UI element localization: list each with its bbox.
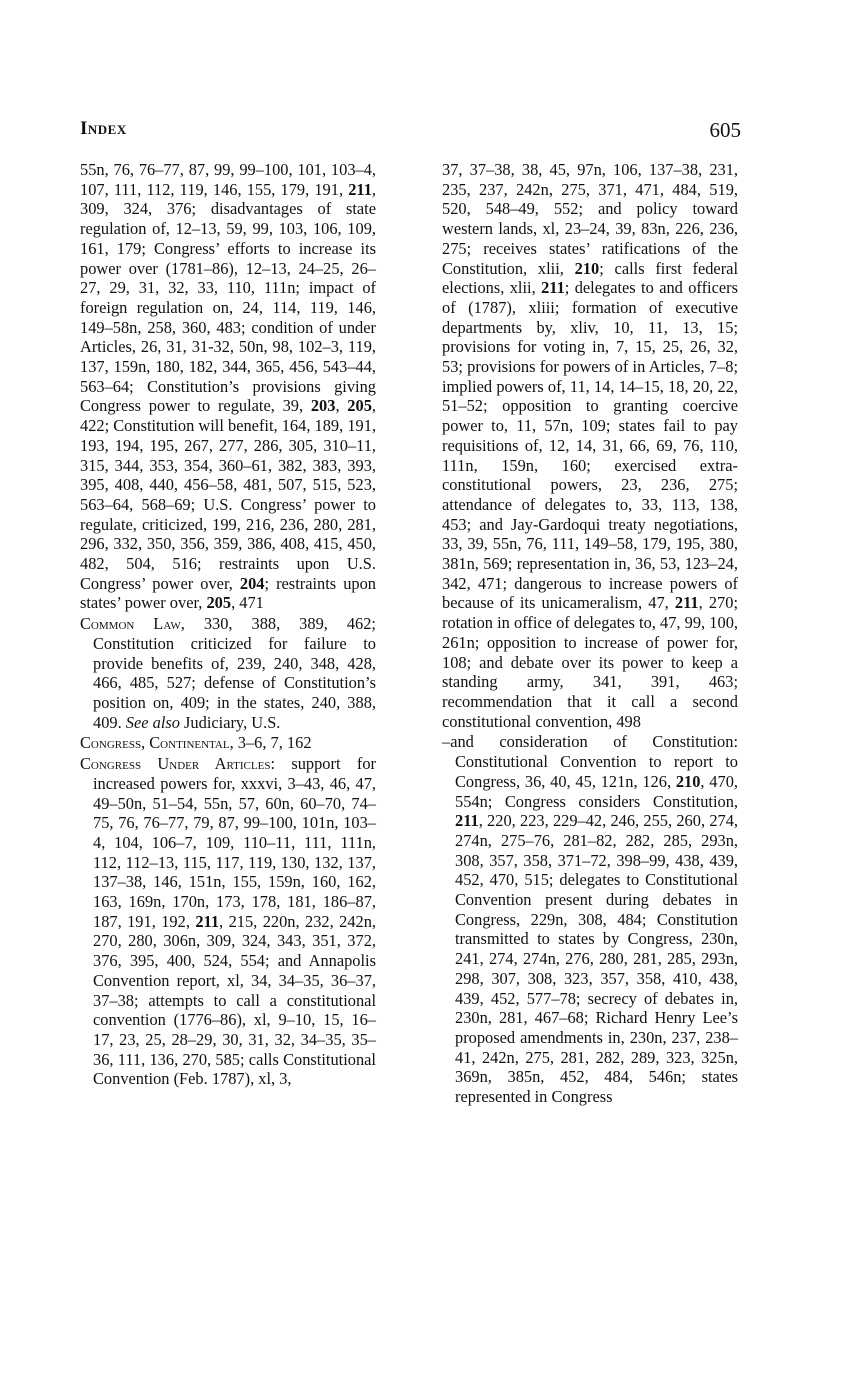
page-number: 605: [709, 118, 741, 142]
index-entry: Common Law, 330, 388, 389, 462; Constitution criticized for failure to provide benefits of, 239, 240, 348, 428, 466, 485, 527; defense of Constitution’s position on, 409; in the states, 240, 388, 409. See also Judiciary, U.S.: [80, 614, 376, 732]
running-head: Index: [80, 118, 127, 139]
index-column-right: [442, 160, 738, 1108]
index-entry: Congress Under Articles: support for increased powers for, xxxvi, 3–43, 46, 47, 49–50n, 51–54, 55n, 57, 60n, 60–70, 74–75, 76, 76–77, 79, 87, 99–100, 101n, 103–4, 104, 106–7, 109, 110–11, 111, 111n, 112, 112–13, 115, 117, 119, 130, 132, 137, 137–38, 146, 151n, 155, 159n, 160, 162, 163, 169n, 170n, 173, 178, 181, 186–87, 187, 191, 192, 211, 215, 220n, 232, 242n, 270, 280, 306n, 309, 324, 343, 351, 372, 376, 395, 400, 524, 554; and Annapolis Convention report, xl, 34, 34–35, 36–37, 37–38; attempts to call a constitutional convention (1776–86), xl, 9–10, 15, 16–17, 23, 25, 28–29, 30, 31, 32, 34–35, 35–36, 111, 136, 270, 585; calls Constitutional Convention (Feb. 1787), xl, 3,: [80, 754, 376, 1089]
index-entry: 37, 37–38, 38, 45, 97n, 106, 137–38, 231, 235, 237, 242n, 275, 371, 471, 484, 519, 520, 548–49, 552; and policy toward western lands, xl, 23–24, 39, 83n, 226, 236, 275; receives states’ ratifications of the Constitution, xlii, 210; calls first federal elections, xlii, 211; delegates to and officers of (1787), xliii; formation of executive departments by, xliv, 10, 11, 13, 15; provisions for voting in, 7, 15, 25, 26, 32, 53; provisions for powers of in Articles, 7–8; implied powers of, 11, 14, 14–15, 18, 20, 22, 51–52; opposition to granting coercive power to, 11, 57n, 109; states fail to pay requisitions of, 12, 14, 31, 66, 69, 76, 110, 111n, 159n, 160; exercised extra-constitutional powers, 23, 236, 275; attendance of delegates to, 33, 113, 138, 453; and Jay-Gardoqui treaty negotiations, 33, 39, 55n, 76, 111, 149–58, 179, 195, 380, 381n, 569; representation in, 36, 53, 123–24, 342, 471; dangerous to increase powers of because of its unicameralism, 47, 211, 270; rotation in office of delegates to, 47, 99, 100, 261n; opposition to increase of power for, 108; and debate over its power to keep a standing army, 341, 391, 463; recommendation that it call a second constitutional convention, 498: [442, 160, 738, 731]
index-entry: 55n, 76, 76–77, 87, 99, 99–100, 101, 103–4, 107, 111, 112, 119, 146, 155, 179, 191, 211, 309, 324, 376; disadvantages of state regulation of, 12–13, 59, 99, 103, 106, 109, 161, 179; Congress’ efforts to increase its power over (1781–86), 12–13, 24–25, 26–27, 29, 31, 32, 33, 110, 111n; impact of foreign regulation on, 24, 114, 119, 146, 149–58n, 258, 360, 483; condition of under Articles, 26, 31, 31-32, 50n, 98, 102–3, 119, 137, 159n, 180, 182, 344, 365, 456, 543–44, 563–64; Constitution’s provisions giving Congress power to regulate, 39, 203, 205, 422; Constitution will benefit, 164, 189, 191, 193, 194, 195, 267, 277, 286, 305, 310–11, 315, 344, 353, 354, 360–61, 382, 383, 393, 395, 408, 440, 456–58, 481, 507, 515, 523, 563–64, 568–69; U.S. Congress’ power to regulate, criticized, 199, 216, 236, 280, 281, 296, 332, 350, 356, 359, 386, 408, 415, 450, 482, 504, 516; restraints upon U.S. Congress’ power over, 204; restraints upon states’ power over, 205, 471: [80, 160, 376, 613]
index-column-left: [80, 160, 376, 1090]
page-header: [80, 118, 741, 148]
index-entry: –and consideration of Constitution: Constitutional Convention to report to Congress, 36, 40, 45, 121n, 126, 210, 470, 554n; Congress considers Constitution, 211, 220, 223, 229–42, 246, 255, 260, 274, 274n, 275–76, 281–82, 282, 285, 293n, 308, 357, 358, 371–72, 398–99, 438, 439, 452, 470, 515; delegates to Constitutional Convention present during debates in Congress, 229n, 308, 484; Constitution transmitted to states by Congress, 230n, 241, 274, 274n, 276, 280, 281, 285, 293n, 298, 307, 308, 323, 357, 358, 410, 438, 439, 452, 577–78; secrecy of debates in, 230n, 281, 467–68; Richard Henry Lee’s proposed amendments in, 230n, 237, 238–41, 242n, 275, 281, 282, 289, 323, 325n, 369n, 385n, 452, 484, 546n; states represented in Congress: [442, 732, 738, 1107]
index-entry: Congress, Continental, 3–6, 7, 162: [80, 733, 312, 753]
